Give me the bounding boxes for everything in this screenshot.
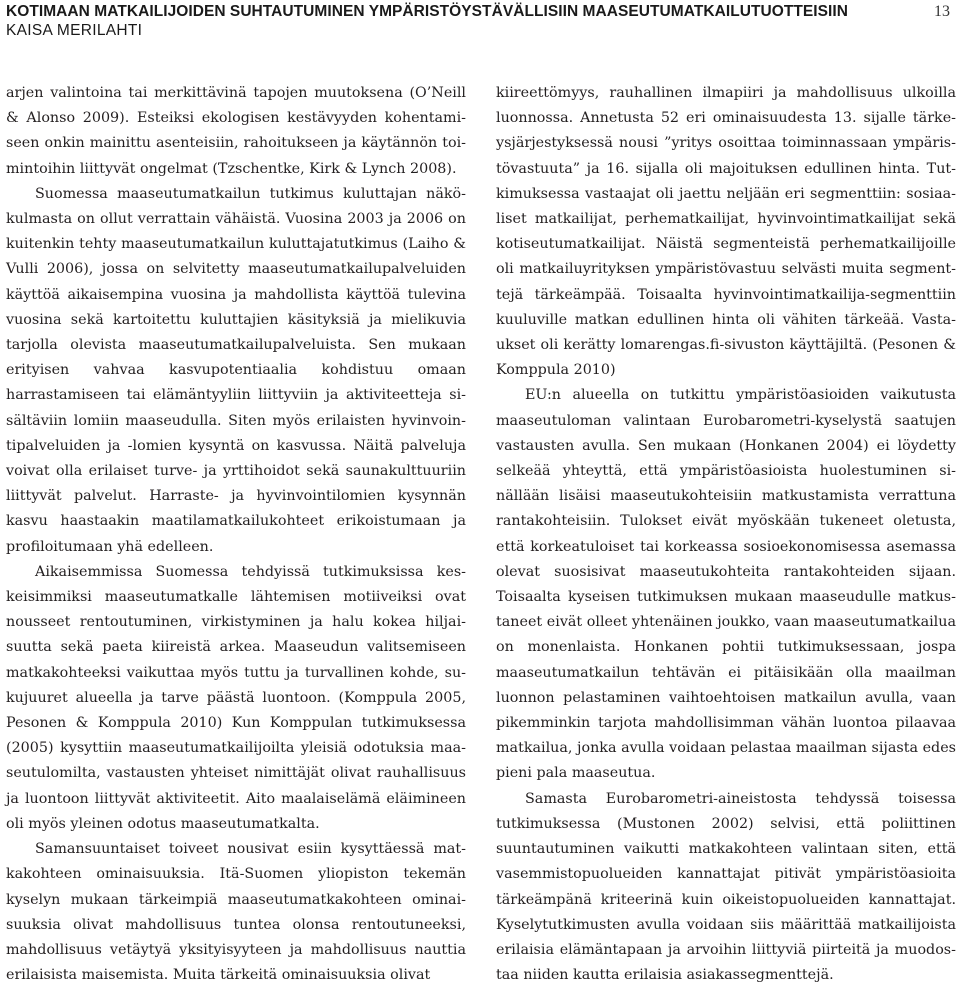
page-number: 13 (934, 3, 950, 20)
paragraph: Aikaisemmissa Suomessa tehdyissä tutkimuksissa keskeisimmiksi maaseutumatkalle lähtemisen motiiveiksi ovat nousseet rentoutuminen, virkistyminen ja halu kokea hiljaisuutta sekä paeta kiireistä arkea. Maaseudun valitsemiseen matkakohteeksi vaikuttaa myös tuttu ja turvallinen kohde, sukujuuret alueella ja tarve päästä luontoon. (Komppula 2005, Pesonen & Komppula 2010) Kun Komppulan tutkimuksessa (2005) kysyttiin maaseutumatkailijoilta yleisiä odotuksia maaseutulomilta, vastausten yhteiset nimittäjät olivat rauhallisuus ja luontoon liittyvät aktiviteetit. Aito maalaiselämä eläimineen oli myös yleinen odotus maaseutumatkalta. (6, 563, 466, 832)
paragraph: arjen valintoina tai merkittävinä tapojen muutoksena (O’Neill & Alonso 2009). Esteiksi ekologisen kestävyyden kohentamiseen onkin mainittu asenteisiin, rahoitukseen ja käytännön toimintoihin liittyvät ongelmat (Tzschentke, Kirk & Lynch 2008). (6, 85, 466, 177)
paragraph: kiireettömyys, rauhallinen ilmapiiri ja mahdollisuus ulkoilla luonnossa. Annetusta 52 eri ominaisuudesta 13. sijalle tärkeysjärjestyksessä nousi ”yritys osoittaa toiminnassaan ympäristövastuuta” ja 16. sijalla oli majoituksen edullinen hinta. Tutkimuksessa vastaajat oli jaettu neljään eri segmenttiin: sosiaaliset matkailijat, perhematkailijat, hyvinvointimatkailijat sekä kotiseutumatkailijat. Näistä segmenteistä perhematkailijoille oli matkailuyrityksen ympäristövastuu selvästi muita segmenttejä tärkeämpää. Toisaalta hyvinvointimatkailija-segmenttiin kuuluville matkan edullinen hinta oli vähiten tärkeää. Vastaukset oli kerätty lomarengas.fi-sivuston käyttäjiltä. (Pesonen & Komppula 2010) (496, 85, 956, 379)
left-column (6, 81, 466, 988)
paragraph: Samasta Eurobarometri-aineistosta tehdyssä toisessa tutkimuksessa (Mustonen 2002) selvisi, että poliittinen suuntautuminen vaikutti matkakohteen valintaan siten, että vasemmistopuolueiden kannattajat pitivät ympäristöasioita tärkeämpänä kriteerinä kuin oikeistopuolueiden kannattajat. Kyselytutkimusten avulla voidaan siis määrittää matkailijoista erilaisia elämäntapaan ja arvoihin liittyviä piirteitä ja muodostaa niiden kautta erilaisia asiakassegmenttejä. (496, 790, 956, 984)
paragraph: Suomessa maaseutumatkailun tutkimus kuluttajan näkökulmasta on ollut verrattain vähäistä. Vuosina 2003 ja 2006 on kuitenkin tehty maaseutumatkailun kuluttajatutkimus (Laiho & Vulli 2006), jossa on selvitetty maaseutumatkailupalveluiden käyttöä aikaisempina vuosina ja mahdollista käyttöä tulevina vuosina sekä kartoitettu kuluttajien käsityksiä ja mielikuvia tarjolla olevista maaseutumatkailupalveluista. Sen mukaan erityisen vahvaa kasvupotentiaalia kohdistuu omaan harrastamiseen tai elämäntyyliin liittyviin ja aktiviteetteja sisältäviin lomiin maaseudulla. Siten myös erilaisten hyvinvointipalveluiden ja -lomien kysyntä on kasvussa. Näitä palveluja voivat olla erilaiset turve- ja yrttihoidot sekä saunakulttuuriin liittyvät palvelut. Harraste- ja hyvinvointilomien kysynnän kasvu haastaakin maatilamatkailukohteet erikoistumaan ja profiloitumaan yhä edelleen. (6, 185, 466, 555)
paragraph: Samansuuntaiset toiveet nousivat esiin kysyttäessä matkakohteen ominaisuuksia. Itä-Suomen yliopiston tekemän kyselyn mukaan tärkeimpiä maaseutumatkakohteen ominaisuuksia olivat mahdollisuus tuntea olonsa rentoutuneeksi, mahdollisuus vetäytyä yksityisyyteen ja mahdollisuus nauttia erilaisista maisemista. Muita tärkeitä ominaisuuksia olivat (6, 841, 466, 984)
page-header (6, 2, 950, 42)
running-author: KAISA MERILAHTI (6, 22, 143, 39)
right-column (496, 81, 956, 988)
paragraph: EU:n alueella on tutkittu ympäristöasioiden vaikutusta maaseutuloman valintaan Eurobarometri-kyselystä saatujen vastausten avulla. Sen mukaan (Honkanen 2004) ei löydetty selkeää yhteyttä, että ympäristöasioista huolestuminen sinällään lisäisi maaseutukohteisiin matkustamista verrattuna rantakohteisiin. Tulokset eivät myöskään tukeneet oletusta, että korkeatuloiset tai korkeassa sosioekonomisessa asemassa olevat suosisivat maaseutukohteita rantakohteiden sijaan. Toisaalta kyseisen tutkimuksen mukaan maaseudulle matkustaneet eivät olleet yhtenäinen joukko, vaan maaseutumatkailua on monenlaista. Honkanen pohtii tutkimuksessaan, jospa maaseutumatkailun tehtävän ei pitäisikään olla maailman luonnon pelastaminen vaihtoehtoisen matkailun avulla, vaan pikemminkin tarjota mahdollisimman vähän luontoa pilaavaa matkailua, jonka avulla voidaan pelastaa maailman sijasta edes pieni pala maaseutua. (496, 387, 956, 782)
running-title: KOTIMAAN MATKAILIJOIDEN SUHTAUTUMINEN YMPÄRISTÖYSTÄVÄLLISIIN MAASEUTUMATKAILUTUOTTEISIIN (6, 3, 848, 20)
